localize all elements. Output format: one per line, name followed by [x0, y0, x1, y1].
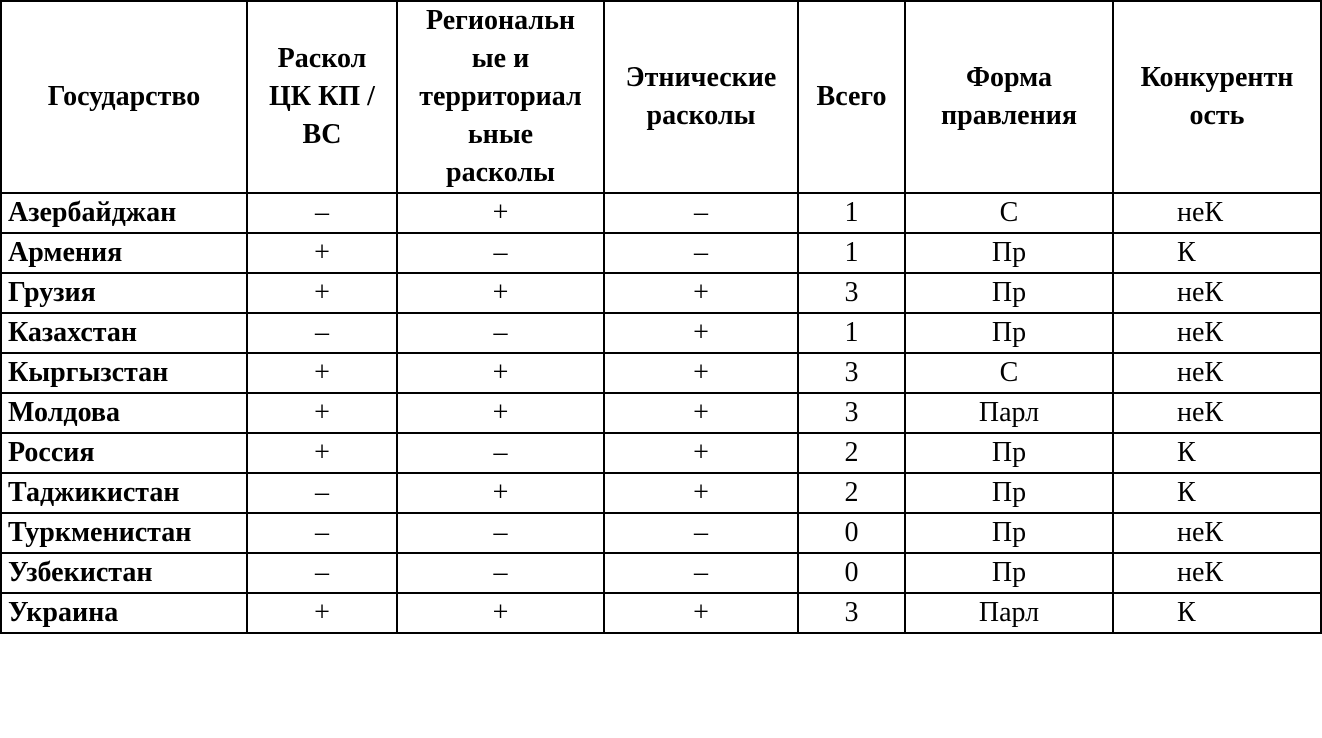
cell-regional: + [397, 473, 604, 513]
cell-state: Азербайджан [1, 193, 247, 233]
cell-total: 3 [798, 353, 905, 393]
cell-ethnic: + [604, 313, 798, 353]
cell-ethnic: + [604, 433, 798, 473]
cell-total: 3 [798, 593, 905, 633]
cell-ck-split: – [247, 513, 397, 553]
cell-form: Пр [905, 553, 1113, 593]
cell-competitiveness: неК [1113, 273, 1321, 313]
cell-competitiveness: неК [1113, 393, 1321, 433]
cell-regional: + [397, 193, 604, 233]
header-line: расколы [646, 100, 756, 131]
cell-competitiveness: неК [1113, 353, 1321, 393]
cell-state: Грузия [1, 273, 247, 313]
header-ethnic [604, 1, 798, 193]
cell-total: 1 [798, 233, 905, 273]
cell-ck-split: – [247, 473, 397, 513]
header-total [798, 1, 905, 193]
header-ck-split [247, 1, 397, 193]
cell-form: Пр [905, 233, 1113, 273]
cell-state: Армения [1, 233, 247, 273]
header-line: Конкурентн [1140, 62, 1294, 93]
cell-competitiveness: неК [1113, 313, 1321, 353]
cell-ck-split: + [247, 233, 397, 273]
header-state [1, 1, 247, 193]
cell-total: 1 [798, 313, 905, 353]
cell-form: Пр [905, 313, 1113, 353]
table-row [1, 193, 1321, 233]
header-line: расколы [446, 157, 555, 188]
cell-ck-split: – [247, 193, 397, 233]
table-row [1, 433, 1321, 473]
cell-ck-split: – [247, 313, 397, 353]
header-line: Всего [816, 81, 887, 112]
table-row [1, 593, 1321, 633]
cell-ethnic: – [604, 193, 798, 233]
header-line: ВС [302, 119, 342, 150]
cell-state: Молдова [1, 393, 247, 433]
cell-state: Казахстан [1, 313, 247, 353]
cell-regional: + [397, 273, 604, 313]
header-line: ьные [467, 119, 534, 150]
cell-competitiveness: К [1113, 433, 1321, 473]
header-line: Раскол [277, 43, 367, 74]
cell-total: 3 [798, 393, 905, 433]
header-line: Этнические [625, 62, 777, 93]
cell-competitiveness: неК [1113, 193, 1321, 233]
cell-competitiveness: неК [1113, 513, 1321, 553]
cell-ck-split: – [247, 553, 397, 593]
cell-state: Кыргызстан [1, 353, 247, 393]
cell-regional: + [397, 393, 604, 433]
cell-ck-split: + [247, 273, 397, 313]
table-row [1, 513, 1321, 553]
cell-form: С [905, 353, 1113, 393]
cell-form: Парл [905, 393, 1113, 433]
header-line: территориал [419, 81, 582, 112]
cell-state: Туркменистан [1, 513, 247, 553]
cell-regional: – [397, 313, 604, 353]
cell-total: 1 [798, 193, 905, 233]
cell-ck-split: + [247, 353, 397, 393]
table-row [1, 233, 1321, 273]
table-row [1, 553, 1321, 593]
header-line: ые и [471, 43, 530, 74]
cell-ethnic: – [604, 513, 798, 553]
cell-state: Таджикистан [1, 473, 247, 513]
cell-regional: – [397, 433, 604, 473]
cell-form: Пр [905, 433, 1113, 473]
cell-total: 2 [798, 433, 905, 473]
cell-regional: – [397, 553, 604, 593]
header-line: ость [1189, 100, 1245, 131]
cell-total: 0 [798, 513, 905, 553]
cell-ethnic: + [604, 393, 798, 433]
cell-total: 2 [798, 473, 905, 513]
cell-competitiveness: К [1113, 233, 1321, 273]
cell-state: Россия [1, 433, 247, 473]
cell-ethnic: + [604, 593, 798, 633]
cell-regional: – [397, 233, 604, 273]
cell-form: Пр [905, 473, 1113, 513]
cell-ethnic: + [604, 353, 798, 393]
cell-form: Парл [905, 593, 1113, 633]
table-row [1, 273, 1321, 313]
header-line: Региональн [425, 5, 576, 36]
header-line: правления [940, 100, 1077, 131]
cell-ethnic: – [604, 233, 798, 273]
cell-competitiveness: К [1113, 473, 1321, 513]
cell-total: 3 [798, 273, 905, 313]
cell-ethnic: + [604, 473, 798, 513]
table-header-row [1, 1, 1321, 193]
header-regional [397, 1, 604, 193]
cell-regional: – [397, 513, 604, 553]
cell-ck-split: + [247, 393, 397, 433]
table-row [1, 353, 1321, 393]
header-line: Форма [965, 62, 1053, 93]
table-row [1, 393, 1321, 433]
cell-ethnic: + [604, 273, 798, 313]
table-row [1, 473, 1321, 513]
cell-state: Украина [1, 593, 247, 633]
header-competitiveness [1113, 1, 1321, 193]
cell-regional: + [397, 353, 604, 393]
cell-regional: + [397, 593, 604, 633]
cell-ethnic: – [604, 553, 798, 593]
table-body [1, 193, 1321, 633]
cell-form: Пр [905, 513, 1113, 553]
header-line: ЦК КП / [269, 81, 375, 112]
cell-total: 0 [798, 553, 905, 593]
cell-state: Узбекистан [1, 553, 247, 593]
table-row [1, 313, 1321, 353]
cell-form: С [905, 193, 1113, 233]
header-line: Государство [47, 81, 201, 112]
cell-ck-split: + [247, 593, 397, 633]
cell-competitiveness: неК [1113, 553, 1321, 593]
cell-form: Пр [905, 273, 1113, 313]
cell-competitiveness: К [1113, 593, 1321, 633]
header-form [905, 1, 1113, 193]
cell-ck-split: + [247, 433, 397, 473]
